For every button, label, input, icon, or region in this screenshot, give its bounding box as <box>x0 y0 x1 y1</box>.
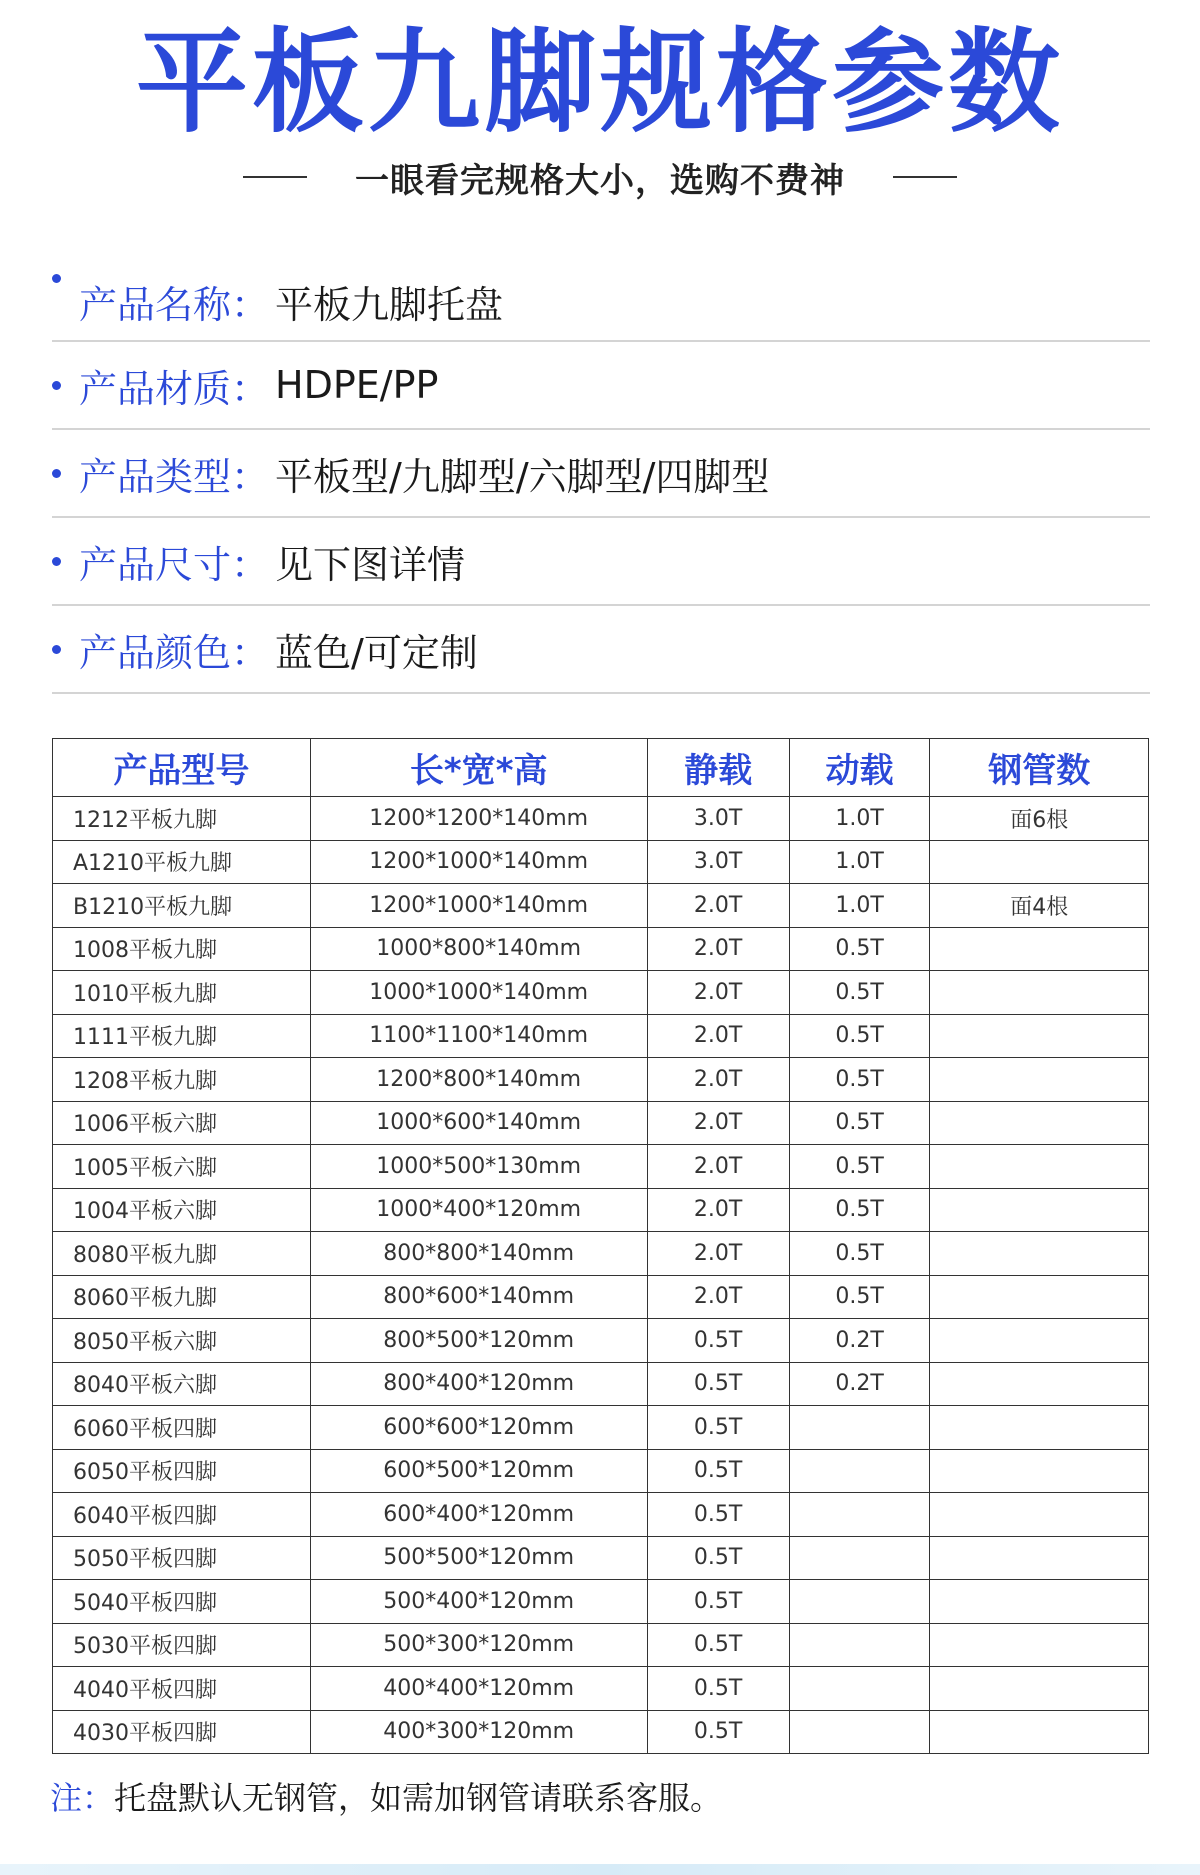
cell-static-load: 2.0T <box>647 1275 789 1319</box>
subtitle-row <box>0 152 1200 202</box>
cell-steel-tubes <box>930 927 1149 971</box>
cell-dynamic-load: 0.2T <box>789 1319 930 1363</box>
cell-model: 8060平板九脚 <box>53 1275 311 1319</box>
cell-dynamic-load: 0.5T <box>789 1101 930 1145</box>
cell-steel-tubes <box>930 1188 1149 1232</box>
cell-steel-tubes <box>930 1145 1149 1189</box>
cell-model: 1004平板六脚 <box>53 1188 311 1232</box>
cell-static-load: 0.5T <box>647 1667 789 1711</box>
bullet-icon <box>52 557 61 566</box>
table-body <box>53 797 1149 1754</box>
cell-steel-tubes <box>930 1362 1149 1406</box>
bullet-icon <box>52 645 61 654</box>
cell-model: A1210平板九脚 <box>53 840 311 884</box>
bullet-icon <box>52 469 61 478</box>
table-header-row <box>53 739 1149 797</box>
cell-dynamic-load <box>789 1710 930 1754</box>
table-row <box>53 1493 1149 1537</box>
cell-static-load: 3.0T <box>647 797 789 841</box>
cell-model: 1208平板九脚 <box>53 1058 311 1102</box>
table-row <box>53 884 1149 928</box>
cell-dynamic-load: 0.5T <box>789 1232 930 1276</box>
table-row <box>53 1449 1149 1493</box>
cell-dimensions: 1000*600*140mm <box>310 1101 647 1145</box>
table-row <box>53 1710 1149 1754</box>
spec-label: 产品名称： <box>79 283 270 327</box>
spec-value: 蓝色/可定制 <box>275 630 478 675</box>
cell-model: B1210平板九脚 <box>53 884 311 928</box>
footnote <box>50 1776 1150 1820</box>
cell-static-load: 2.0T <box>647 1058 789 1102</box>
spec-list <box>52 268 1150 694</box>
cell-model: 1005平板六脚 <box>53 1145 311 1189</box>
table-row <box>53 1188 1149 1232</box>
cell-dimensions: 600*400*120mm <box>310 1493 647 1537</box>
cell-model: 6060平板四脚 <box>53 1406 311 1450</box>
cell-dynamic-load: 0.2T <box>789 1362 930 1406</box>
header-static-load: 静载 <box>647 739 789 797</box>
spec-value: 见下图详情 <box>275 542 466 587</box>
cell-dimensions: 800*400*120mm <box>310 1362 647 1406</box>
cell-steel-tubes <box>930 1493 1149 1537</box>
cell-static-load: 0.5T <box>647 1710 789 1754</box>
table-row <box>53 1232 1149 1276</box>
cell-dimensions: 1100*1100*140mm <box>310 1014 647 1058</box>
cell-model: 1006平板六脚 <box>53 1101 311 1145</box>
cell-dynamic-load: 0.5T <box>789 1145 930 1189</box>
cell-dynamic-load: 0.5T <box>789 1188 930 1232</box>
spec-item-name <box>52 268 1150 342</box>
cell-static-load: 2.0T <box>647 927 789 971</box>
cell-static-load: 3.0T <box>647 840 789 884</box>
cell-static-load: 2.0T <box>647 1014 789 1058</box>
cell-dynamic-load: 0.5T <box>789 1058 930 1102</box>
cell-dimensions: 800*500*120mm <box>310 1319 647 1363</box>
cell-model: 6050平板四脚 <box>53 1449 311 1493</box>
cell-dimensions: 500*500*120mm <box>310 1536 647 1580</box>
cell-steel-tubes <box>930 1014 1149 1058</box>
table-row <box>53 797 1149 841</box>
cell-steel-tubes <box>930 1101 1149 1145</box>
cell-dimensions: 1200*1000*140mm <box>310 840 647 884</box>
subtitle: 一眼看完规格大小，选购不费神 <box>355 160 845 201</box>
spec-value: HDPE/PP <box>275 363 439 407</box>
spec-label: 产品颜色： <box>79 630 270 675</box>
cell-static-load: 2.0T <box>647 884 789 928</box>
bottom-decor-strip <box>0 1864 1200 1875</box>
spec-label: 产品类型： <box>79 454 270 499</box>
cell-static-load: 0.5T <box>647 1536 789 1580</box>
cell-model: 5030平板四脚 <box>53 1623 311 1667</box>
cell-dimensions: 800*800*140mm <box>310 1232 647 1276</box>
cell-dimensions: 400*400*120mm <box>310 1667 647 1711</box>
cell-model: 8040平板六脚 <box>53 1362 311 1406</box>
cell-dimensions: 1000*1000*140mm <box>310 971 647 1015</box>
cell-dynamic-load: 0.5T <box>789 971 930 1015</box>
cell-model: 1010平板九脚 <box>53 971 311 1015</box>
page-title: 平板九脚规格参数 <box>136 18 1064 148</box>
cell-steel-tubes <box>930 1406 1149 1450</box>
spec-item-size <box>52 518 1150 606</box>
cell-steel-tubes: 面4根 <box>930 884 1149 928</box>
spec-item-type <box>52 430 1150 518</box>
table-row <box>53 971 1149 1015</box>
cell-dynamic-load <box>789 1667 930 1711</box>
header-dimensions: 长*宽*高 <box>310 739 647 797</box>
cell-model: 4030平板四脚 <box>53 1710 311 1754</box>
cell-model: 1008平板九脚 <box>53 927 311 971</box>
cell-model: 8080平板九脚 <box>53 1232 311 1276</box>
cell-dynamic-load: 0.5T <box>789 1014 930 1058</box>
cell-steel-tubes <box>930 1667 1149 1711</box>
spec-table <box>52 738 1149 1754</box>
cell-steel-tubes <box>930 1232 1149 1276</box>
cell-steel-tubes <box>930 971 1149 1015</box>
table-row <box>53 1580 1149 1624</box>
subtitle-right-line <box>893 176 957 178</box>
bullet-icon <box>52 381 61 390</box>
cell-dimensions: 1200*1000*140mm <box>310 884 647 928</box>
cell-dimensions: 1000*800*140mm <box>310 927 647 971</box>
cell-dynamic-load: 1.0T <box>789 797 930 841</box>
cell-steel-tubes <box>930 1536 1149 1580</box>
cell-steel-tubes <box>930 1275 1149 1319</box>
cell-dynamic-load <box>789 1493 930 1537</box>
header-dynamic-load: 动载 <box>789 739 930 797</box>
table-row <box>53 927 1149 971</box>
cell-steel-tubes <box>930 1710 1149 1754</box>
cell-steel-tubes: 面6根 <box>930 797 1149 841</box>
cell-dimensions: 1200*1200*140mm <box>310 797 647 841</box>
cell-dynamic-load <box>789 1580 930 1624</box>
cell-dimensions: 1000*500*130mm <box>310 1145 647 1189</box>
cell-dimensions: 500*300*120mm <box>310 1623 647 1667</box>
bullet-icon <box>52 274 61 283</box>
header-steel-tubes: 钢管数 <box>930 739 1149 797</box>
cell-dimensions: 1000*400*120mm <box>310 1188 647 1232</box>
table-row <box>53 1536 1149 1580</box>
table-row <box>53 1319 1149 1363</box>
cell-static-load: 2.0T <box>647 1232 789 1276</box>
spec-label: 产品尺寸： <box>79 542 270 587</box>
table-row <box>53 1406 1149 1450</box>
note-label: 注： <box>50 1779 115 1817</box>
table-row <box>53 1058 1149 1102</box>
cell-dynamic-load <box>789 1623 930 1667</box>
cell-dimensions: 400*300*120mm <box>310 1710 647 1754</box>
cell-dimensions: 1200*800*140mm <box>310 1058 647 1102</box>
subtitle-left-line <box>243 176 307 178</box>
spec-label: 产品材质： <box>79 366 270 411</box>
cell-dynamic-load: 0.5T <box>789 1275 930 1319</box>
spec-value: 平板型/九脚型/六脚型/四脚型 <box>275 454 770 499</box>
cell-static-load: 0.5T <box>647 1319 789 1363</box>
table-row <box>53 1014 1149 1058</box>
cell-static-load: 0.5T <box>647 1493 789 1537</box>
cell-steel-tubes <box>930 1319 1149 1363</box>
cell-model: 4040平板四脚 <box>53 1667 311 1711</box>
cell-steel-tubes <box>930 1449 1149 1493</box>
cell-steel-tubes <box>930 1623 1149 1667</box>
cell-dynamic-load: 1.0T <box>789 884 930 928</box>
cell-static-load: 2.0T <box>647 1101 789 1145</box>
cell-dimensions: 800*600*140mm <box>310 1275 647 1319</box>
cell-static-load: 0.5T <box>647 1362 789 1406</box>
cell-dynamic-load <box>789 1406 930 1450</box>
cell-dimensions: 600*600*120mm <box>310 1406 647 1450</box>
cell-model: 5040平板四脚 <box>53 1580 311 1624</box>
table-row <box>53 1101 1149 1145</box>
cell-static-load: 2.0T <box>647 1145 789 1189</box>
cell-static-load: 2.0T <box>647 1188 789 1232</box>
cell-dynamic-load: 1.0T <box>789 840 930 884</box>
cell-model: 5050平板四脚 <box>53 1536 311 1580</box>
cell-dimensions: 500*400*120mm <box>310 1580 647 1624</box>
cell-model: 6040平板四脚 <box>53 1493 311 1537</box>
cell-steel-tubes <box>930 1580 1149 1624</box>
cell-model: 1111平板九脚 <box>53 1014 311 1058</box>
cell-dimensions: 600*500*120mm <box>310 1449 647 1493</box>
table-row <box>53 1667 1149 1711</box>
header-model: 产品型号 <box>53 739 311 797</box>
cell-model: 1212平板九脚 <box>53 797 311 841</box>
cell-steel-tubes <box>930 840 1149 884</box>
cell-model: 8050平板六脚 <box>53 1319 311 1363</box>
note-text: 托盘默认无钢管，如需加钢管请联系客服。 <box>114 1779 723 1817</box>
cell-steel-tubes <box>930 1058 1149 1102</box>
table-row <box>53 840 1149 884</box>
cell-dynamic-load <box>789 1536 930 1580</box>
spec-item-color <box>52 606 1150 694</box>
cell-static-load: 0.5T <box>647 1449 789 1493</box>
spec-item-material <box>52 342 1150 430</box>
cell-dynamic-load <box>789 1449 930 1493</box>
cell-static-load: 2.0T <box>647 971 789 1015</box>
table-row <box>53 1362 1149 1406</box>
cell-static-load: 0.5T <box>647 1406 789 1450</box>
cell-static-load: 0.5T <box>647 1580 789 1624</box>
spec-value: 平板九脚托盘 <box>275 283 504 327</box>
cell-dynamic-load: 0.5T <box>789 927 930 971</box>
table-row <box>53 1145 1149 1189</box>
cell-static-load: 0.5T <box>647 1623 789 1667</box>
table-row <box>53 1623 1149 1667</box>
table-row <box>53 1275 1149 1319</box>
